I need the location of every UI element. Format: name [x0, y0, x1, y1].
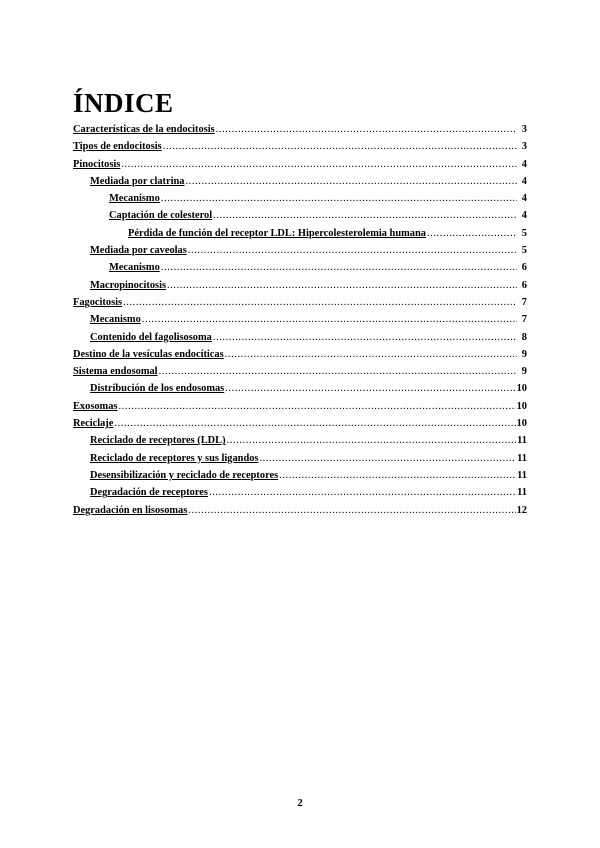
toc-leader-dots: [225, 383, 515, 394]
toc-entry-title[interactable]: Destino de la vesículas endocíticas: [73, 348, 224, 360]
toc-entry-page: 7: [521, 296, 527, 308]
toc-entry[interactable]: [73, 210, 527, 227]
toc-entry[interactable]: [73, 332, 527, 349]
toc-entry-page: 10: [516, 400, 527, 412]
toc-leader-dots: [225, 349, 517, 360]
toc-entry-page: 4: [521, 193, 527, 205]
toc-entry-page: 11: [517, 435, 527, 447]
toc-entry-title[interactable]: Mediada por clatrina: [90, 175, 185, 187]
toc-entry[interactable]: [73, 453, 527, 470]
toc-leader-dots: [123, 297, 517, 308]
toc-entry-title[interactable]: Mecanismo: [90, 314, 141, 326]
toc-entry-title[interactable]: Reciclado de receptores y sus ligandos: [90, 452, 259, 464]
toc-entry-page: 6: [521, 279, 527, 291]
toc-entry-page: 9: [521, 366, 527, 378]
toc-entry-page: 6: [521, 262, 527, 274]
toc-entry-page: 3: [521, 141, 527, 153]
toc-entry[interactable]: [73, 383, 527, 400]
toc-entry[interactable]: [73, 366, 527, 383]
toc-entry-title[interactable]: Mecanismo: [109, 193, 160, 205]
toc-leader-dots: [114, 418, 515, 429]
toc-leader-dots: [188, 505, 515, 516]
toc-entry[interactable]: [73, 297, 527, 314]
toc-entry-page: 4: [521, 158, 527, 170]
toc-entry-title[interactable]: Distribución de los endosomas: [90, 383, 225, 395]
toc-entry-title[interactable]: Captación de colesterol: [109, 210, 213, 222]
toc-entry-title[interactable]: Macropinocitosis: [90, 279, 167, 291]
toc-entry-title[interactable]: Mecanismo: [109, 262, 160, 274]
toc-entry[interactable]: [73, 124, 527, 141]
toc-entry-title[interactable]: Pérdida de función del receptor LDL: Hipercolesterolemia humana: [128, 227, 426, 239]
toc-leader-dots: [167, 280, 517, 291]
toc-leader-dots: [213, 210, 517, 221]
toc-leader-dots: [209, 487, 516, 498]
toc-leader-dots: [163, 141, 517, 152]
toc-entry-page: 11: [517, 469, 527, 481]
toc-entry[interactable]: [73, 349, 527, 366]
toc-entry-title[interactable]: Pinocitosis: [73, 158, 121, 170]
toc-leader-dots: [279, 470, 516, 481]
toc-leader-dots: [121, 159, 517, 170]
toc-entry[interactable]: [73, 487, 527, 504]
toc-entry-title[interactable]: Sistema endosomal: [73, 366, 158, 378]
toc-entry-page: 8: [521, 331, 527, 343]
toc-entry-title[interactable]: Exosomas: [73, 400, 118, 412]
toc-entry-page: 9: [521, 348, 527, 360]
toc-entry-title[interactable]: Características de la endocitosis: [73, 124, 215, 135]
toc-entry-title[interactable]: Fagocitosis: [73, 296, 123, 308]
toc-entry-page: 10: [516, 383, 527, 395]
toc-leader-dots: [227, 435, 517, 446]
toc-entry-title[interactable]: Reciclaje: [73, 418, 114, 430]
toc-entry-page: 10: [516, 418, 527, 430]
toc-entry[interactable]: [73, 401, 527, 418]
toc-leader-dots: [259, 453, 516, 464]
toc-entry-page: 11: [517, 487, 527, 499]
toc-leader-dots: [118, 401, 515, 412]
toc-entry-title[interactable]: Mediada por caveolas: [90, 245, 187, 257]
toc-leader-dots: [159, 366, 517, 377]
toc-entry[interactable]: [73, 228, 527, 245]
toc-entry-page: 11: [517, 452, 527, 464]
page-number: 2: [297, 797, 303, 809]
toc-entry[interactable]: [73, 505, 527, 522]
toc-leader-dots: [427, 228, 517, 239]
toc-leader-dots: [213, 332, 517, 343]
toc-entry-page: 4: [521, 175, 527, 187]
page-title: ÍNDICE: [73, 88, 174, 119]
toc-entry[interactable]: [73, 245, 527, 262]
toc-leader-dots: [185, 176, 517, 187]
toc-entry[interactable]: [73, 141, 527, 158]
toc-entry-title[interactable]: Desensibilización y reciclado de receptores: [90, 469, 279, 481]
toc-entry-title[interactable]: Tipos de endocitosis: [73, 141, 162, 153]
toc-entry[interactable]: [73, 262, 527, 279]
toc-leader-dots: [161, 262, 517, 273]
toc-entry-page: 3: [521, 124, 527, 135]
toc-entry[interactable]: [73, 418, 527, 435]
toc-entry-page: 4: [521, 210, 527, 222]
toc-entry-title[interactable]: Reciclado de receptores (LDL): [90, 435, 226, 447]
toc-entry[interactable]: [73, 193, 527, 210]
toc-entry[interactable]: [73, 435, 527, 452]
toc-entry-page: 5: [521, 227, 527, 239]
toc-leader-dots: [142, 314, 517, 325]
toc-entry[interactable]: [73, 280, 527, 297]
toc-entry-title[interactable]: Degradación en lisosomas: [73, 504, 188, 516]
toc-leader-dots: [161, 193, 517, 204]
toc-entry[interactable]: [73, 470, 527, 487]
toc-entry[interactable]: [73, 159, 527, 176]
toc-entry-page: 7: [521, 314, 527, 326]
toc-entry[interactable]: [73, 314, 527, 331]
toc-leader-dots: [216, 124, 517, 135]
toc-leader-dots: [188, 245, 517, 256]
table-of-contents: [73, 124, 527, 522]
toc-entry-title[interactable]: Degradación de receptores: [90, 487, 208, 499]
toc-entry-page: 12: [516, 504, 527, 516]
toc-entry[interactable]: [73, 176, 527, 193]
toc-entry-title[interactable]: Contenido del fagolisosoma: [90, 331, 212, 343]
toc-entry-page: 5: [521, 245, 527, 257]
